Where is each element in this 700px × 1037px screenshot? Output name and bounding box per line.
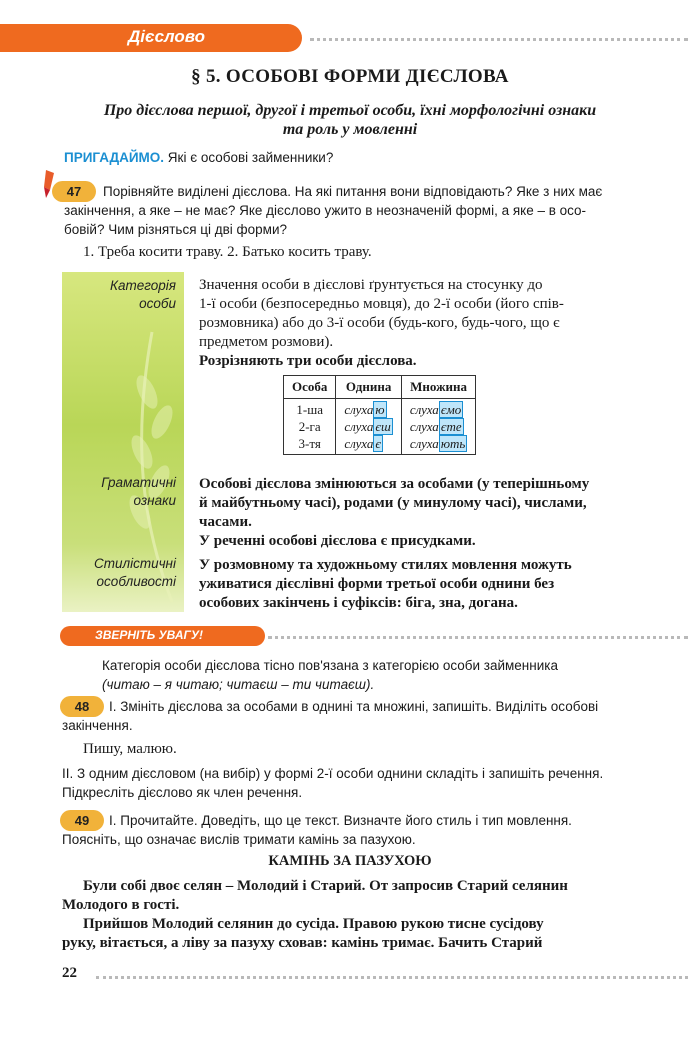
category-line-4: предметом розмови). [199, 334, 334, 350]
exercise-48-line-2: закінчення. [62, 718, 133, 733]
story-line-2: Молодого в гості. [62, 897, 180, 913]
header-dots [310, 38, 688, 41]
ending-highlight: єте [440, 419, 462, 434]
grammar-label: Граматичні ознаки [101, 475, 176, 508]
story-line-3: Прийшов Молодий селянин до сусіда. Правою рукою тисне сусідову [83, 916, 544, 932]
ending-highlight: є [375, 436, 382, 451]
page-number: 22 [62, 965, 77, 981]
story-line-1: Були собі двоє селян – Молодий і Старий. От запросив Старий селянин [83, 878, 568, 894]
exercise-47-number: 47 [52, 181, 96, 202]
exercise-47-line-2: закінчення, а яке – не має? Яке дієслово ужито в неозначеній формі, а яке – в осо- [64, 203, 587, 218]
theory-side-panel [62, 272, 184, 612]
style-line-2: уживатися дієслівні форми третьої особи однини без [199, 576, 555, 592]
singular-cell: слуха ю слуха єш слуха є [336, 399, 401, 455]
recall-keyword: ПРИГАДАЙМО. [64, 150, 165, 165]
exercise-47-line-1: Порівняйте виділені дієслова. На які питання вони відповідають? Яке з них має [103, 184, 603, 199]
grammar-line-3: часами. [199, 514, 252, 530]
attention-label: ЗВЕРНІТЬ УВАГУ! [95, 628, 204, 642]
exercise-48-words: Пишу, малюю. [83, 741, 177, 757]
category-line-1: Значення особи в дієслові ґрунтується на стосунку до [199, 277, 543, 293]
exercise-49-line-2: Поясніть, що означає вислів тримати камінь за пазухою. [62, 832, 416, 847]
ending-highlight: ю [375, 402, 385, 417]
exercise-49-number: 49 [60, 810, 104, 831]
page-subtitle: Про дієслова першої, другої і третьої особи, їхні морфологічні ознаки та роль у мовленні [103, 102, 597, 138]
grammar-line-1: Особові дієслова змінюються за особами (у теперішньому [199, 476, 590, 492]
header-singular: Однина [336, 376, 401, 399]
plural-cell: слуха ємо слуха єте слуха ють [401, 399, 475, 455]
grammar-line-2: й майбутньому часі), родами (у минулому часі), числами, [199, 495, 587, 511]
header-person: Особа [284, 376, 336, 399]
exercise-48-number: 48 [60, 696, 104, 717]
style-line-3: особових закінчень і суфіксів: біга, зна, догана. [199, 595, 518, 611]
grammar-line-4: У реченні особові дієслова є присудками. [199, 533, 476, 549]
person-cell: 1-ша 2-га 3-тя [284, 399, 336, 455]
story-title: КАМІНЬ ЗА ПАЗУХОЮ [268, 853, 432, 869]
person-endings-table [283, 375, 476, 455]
category-line-2: 1-ї особи (безпосередньо мовця), до 2-ї особи (його спів- [199, 296, 564, 312]
exercise-48-part2-line-2: Підкресліть дієслово як член речення. [62, 785, 303, 800]
exercise-47-example: 1. Треба косити траву. 2. Батько косить траву. [83, 244, 372, 260]
recall-question: Які є особові займенники? [164, 150, 334, 165]
section-title: Дієслово [128, 27, 205, 46]
ending-highlight: ють [440, 436, 466, 451]
exercise-49-line-1: І. Прочитайте. Доведіть, що це текст. Визначте його стиль і тип мовлення. [109, 813, 572, 828]
attention-line-2: (читаю – я читаю; читаєш – ти читаєш). [102, 677, 375, 692]
ending-highlight: ємо [440, 402, 462, 417]
footer-dots [96, 976, 688, 979]
category-label: Категорія особи [110, 278, 176, 311]
attention-dots [268, 636, 688, 639]
category-line-3: розмовника) або до 3-ї особи (будь-кого, будь-чого, що є [199, 315, 560, 331]
table-row [284, 399, 476, 455]
exercise-48-part2-line-1: ІІ. З одним дієсловом (на вибір) у формі 2-ї особи однини складіть і запишіть речення. [62, 766, 604, 781]
attention-line-1: Категорія особи дієслова тісно пов'язана з категорією особи займенника [102, 658, 558, 673]
style-line-1: У розмовному та художньому стилях мовлення можуть [199, 557, 572, 573]
page-title: § 5. ОСОБОВІ ФОРМИ ДІЄСЛОВА [191, 66, 509, 87]
story-line-4: руку, вітається, а ліву за пазуху сховав: камінь тримає. Бачить Старий [62, 935, 543, 951]
style-label: Стилістичні особливості [93, 556, 176, 589]
table-header-row [284, 376, 476, 399]
header-plural: Множина [401, 376, 475, 399]
exercise-47-line-3: бовій? Чим різняться ці дві форми? [64, 222, 288, 237]
ending-highlight: єш [375, 419, 391, 434]
category-line-5: Розрізняють три особи дієслова. [199, 353, 417, 369]
recall-line [64, 150, 333, 165]
exercise-48-line-1: І. Змініть дієслова за особами в однині та множині, запишіть. Виділіть особові [109, 699, 599, 714]
